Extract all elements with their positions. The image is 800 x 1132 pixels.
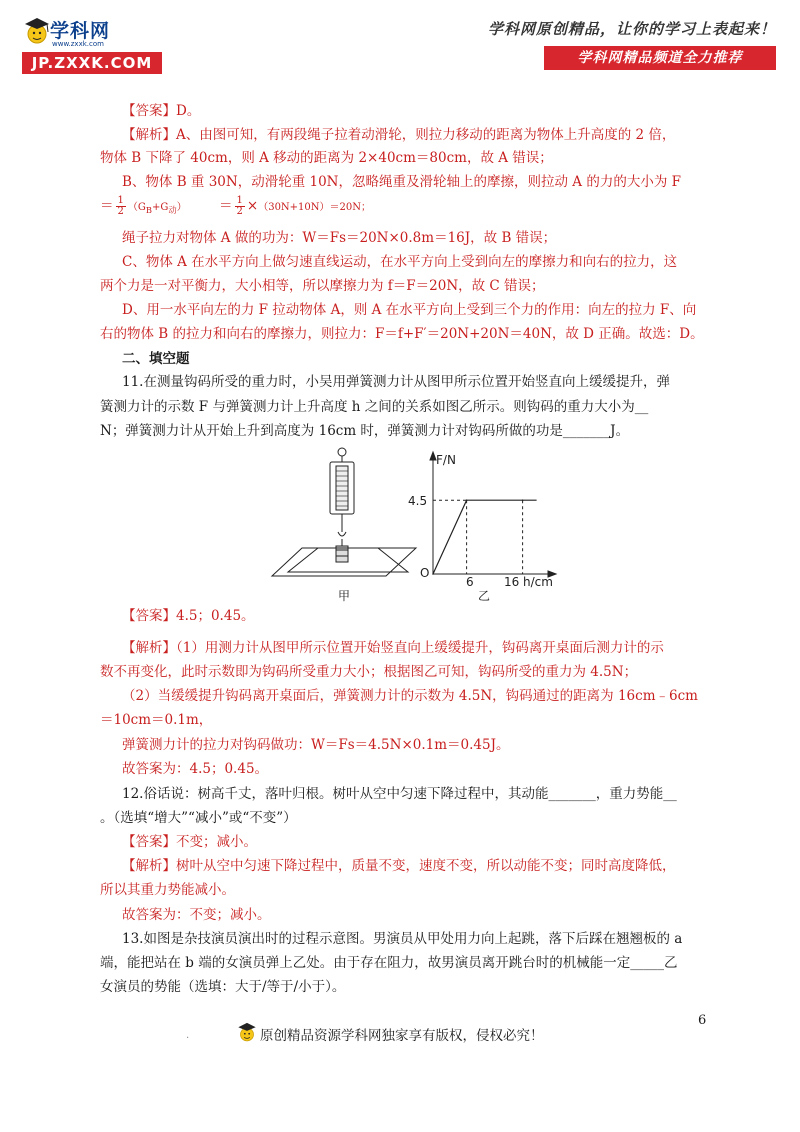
q11-figure [268, 444, 568, 604]
formula-g-sum: $(G_B+G_动)$ [127, 202, 187, 215]
q10-analysis-a2: 物体 B 下降了 40cm，则 A 移动的距离为 2×40cm＝80cm，故 A 错误； [100, 150, 553, 166]
graph-x-tick-16: 16 [504, 575, 520, 589]
graph-point-0 [432, 573, 434, 575]
q12-analysis-2: 所以其重力势能减小。 [100, 882, 235, 898]
q11-analysis-1: 【解析】（1）用测力计从图甲所示位置开始竖直向上缓缓提升，钩码离开桌面后测力计的示 [122, 640, 664, 656]
graph-x-tick-6: 6 [466, 575, 474, 589]
q13-stem-3: 女演员的势能（选填：大于/等于/小于）。 [100, 979, 346, 995]
q13-stem-1: 13.如图是杂技演员演出时的过程示意图。男演员从甲处用力向上起跳，落下后踩在翘翘板的 a [122, 931, 683, 947]
q10-analysis-a1: 【解析】A、由图可知，有两段绳子拉着动滑轮，则拉力移动的距离为物体上升高度的 2 倍， [122, 127, 676, 143]
footer-dot: . [186, 1030, 190, 1041]
logo-site: www.zxxk.com [52, 40, 104, 48]
header-banner: 学科网精品频道全力推荐 [544, 46, 776, 70]
zxxk-logo[interactable] [22, 14, 162, 74]
q12-stem-1: 12.俗话说：树高千丈，落叶归根。树叶从空中匀速下降过程中，其动能_______，重力势能__ [122, 786, 677, 802]
graph-point-2 [522, 499, 524, 501]
q10-analysis-b3: 绳子拉力对物体 A 做的功为：W＝Fs＝20N×0.8m＝16J，故 B 错误； [122, 230, 557, 246]
graph-x-label: h/cm [523, 575, 553, 589]
q11-analysis-5: 弹簧测力计的拉力对钩码做功：W＝Fs＝4.5N×0.1m＝0.45J。 [122, 737, 510, 753]
q10-analysis-c2: 两个力是一对平衡力，大小相等，所以摩擦力为 f＝F＝20N，故 C 错误； [100, 278, 545, 294]
q11-stem-3: N；弹簧测力计从开始上升到高度为 16cm 时，弹簧测力计对钩码所做的功是_______J。 [100, 423, 630, 439]
q13-stem-2: 端，能把站在 b 端的女演员弹上乙处。由于存在阻力，故男演员离开跳台时的机械能一定_____乙 [100, 955, 678, 971]
graph-point-1 [466, 499, 468, 501]
graph-axes [430, 452, 556, 577]
footer-mascot-icon [236, 1020, 258, 1046]
graph-y-tick: 4.5 [408, 494, 428, 508]
q10-answer: 【答案】D。 [122, 103, 201, 119]
graph-series-line [433, 500, 537, 574]
fig-label-jia: 甲 [338, 589, 351, 603]
q10-formula [100, 196, 371, 220]
q11-analysis-2: 数不再变化，此时示数即为钩码所受重力大小；根据图乙可知，钩码所受的重力为 4.5N； [100, 664, 638, 680]
q11-answer: 【答案】4.5；0.45。 [122, 608, 255, 624]
q11-stem-1: 11.在测量钩码所受的重力时，小吴用弹簧测力计从图甲所示位置开始竖直向上缓缓提升，弹 [122, 374, 670, 390]
q10-analysis-c1: C、物体 A 在水平方向上做匀速直线运动，在水平方向上受到向左的摩擦力和向右的拉力，这 [122, 254, 678, 270]
graph-marks [432, 499, 536, 574]
formula-mid-eq: ＝ [219, 198, 233, 214]
q11-analysis-3: （2）当缓缓提升钩码离开桌面后，弹簧测力计的示数为 4.5N，钩码通过的距离为 16cm﹣6cm [122, 688, 698, 704]
q12-analysis-3: 故答案为：不变；减小。 [122, 907, 271, 923]
page-number: 6 [698, 1013, 707, 1028]
q11-stem-2: 簧测力计的示数 F 与弹簧测力计上升高度 h 之间的关系如图乙所示。则钩码的重力大小为__ [100, 399, 649, 415]
q10-analysis-d2: 右的物体 B 的拉力和向右的摩擦力，则拉力：F＝f+F′＝20N+20N＝40N，故 D 正确。故选：D。 [100, 326, 704, 342]
logo-brand: 学科网 [50, 20, 111, 42]
fraction-half: $\frac{1}{2}$ [117, 195, 124, 217]
q12-analysis-1: 【解析】树叶从空中匀速下降过程中，质量不变，速度不变，所以动能不变；同时高度降低， [122, 858, 676, 874]
q12-stem-2: 。（选填“增大”“减小”或“不变”） [100, 810, 297, 826]
graph-origin: O [420, 566, 430, 580]
fig-label-yi: 乙 [478, 589, 491, 603]
q11-analysis-6: 故答案为：4.5；0.45。 [122, 761, 269, 777]
graph-y-label: F/N [436, 453, 456, 467]
footer-copyright: 原创精品资源学科网独家享有版权，侵权必究！ [260, 1028, 544, 1044]
fraction-half-2: $\frac{1}{2}$ [236, 195, 243, 217]
q10-analysis-d1: D、用一水平向左的力 F 拉动物体 A，则 A 在水平方向上受到三个力的作用：向左的拉力 F、向 [122, 302, 697, 318]
q12-answer: 【答案】不变；减小。 [122, 834, 257, 850]
spring-scale-diagram [268, 448, 408, 572]
header-slogan: 学科网原创精品，让你的学习上表起来！ [487, 20, 776, 38]
q11-analysis-4: ＝10cm＝0.1m， [100, 712, 213, 728]
formula-times: × [246, 198, 259, 214]
mascot-icon [22, 14, 52, 50]
formula-eq: ＝ [100, 198, 114, 214]
logo-url: JP.ZXXK.COM [22, 52, 162, 74]
section-title: 二、填空题 [122, 351, 190, 367]
q10-analysis-b1: B、物体 B 重 30N，动滑轮重 10N，忽略绳重及滑轮轴上的摩擦，则拉动 A 的力的大小为 F [122, 174, 681, 190]
formula-value: （30N+10N）＝20N； [258, 202, 372, 213]
